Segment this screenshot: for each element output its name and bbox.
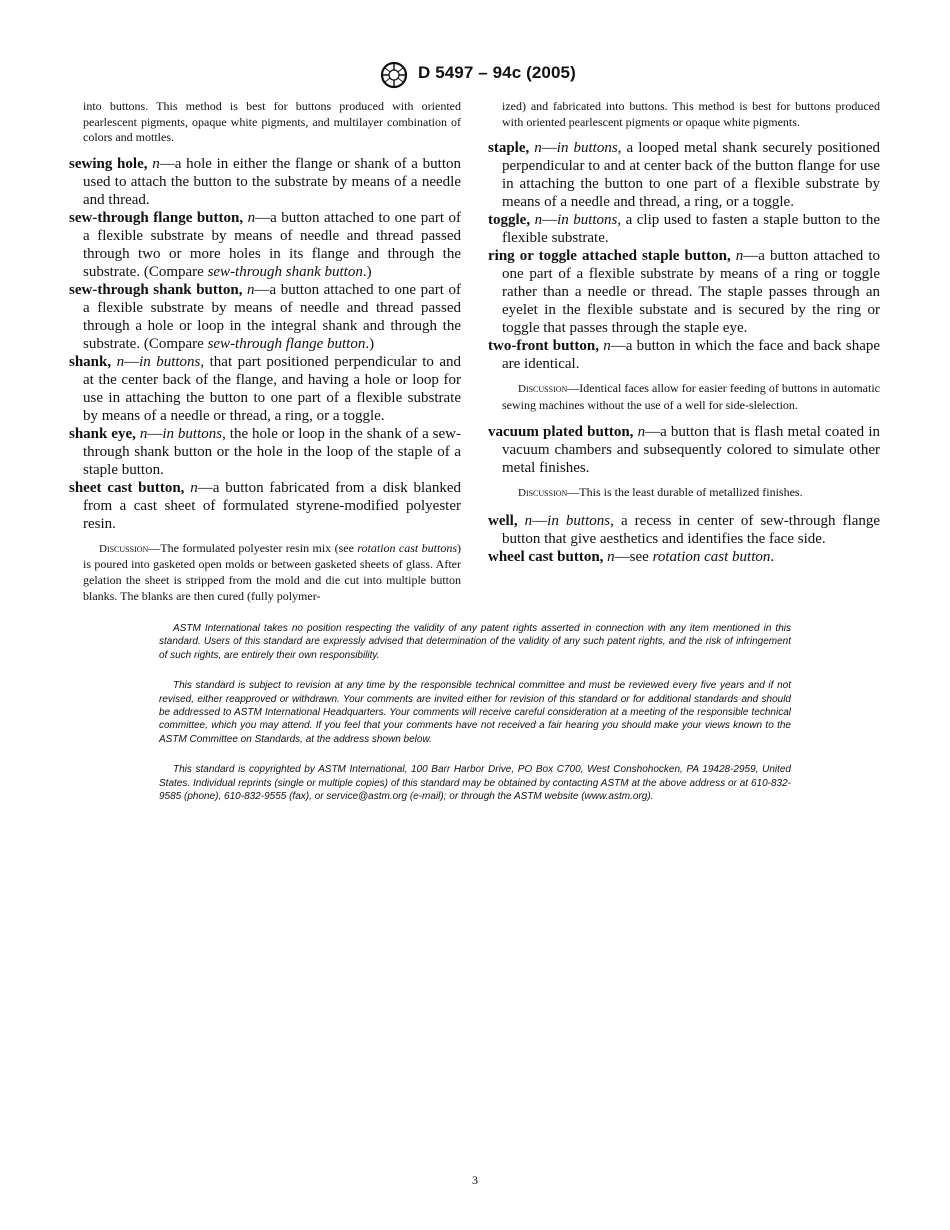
definition-sewing-hole: sewing hole, n—a hole in either the flange or shank of a button used to attach the button to the substrate by means of a needle and thread. (69, 155, 462, 208)
right-column (488, 99, 880, 566)
astm-logo (376, 60, 412, 90)
revision-notice: This standard is subject to revision at any time by the responsible technical committee and must be reviewed every five years and if not revised, either reapproved or withdrawn. Your comments are invited either for revision of this standard or for additional standards and should be addressed to ASTM International Headquarters. Your comments will receive careful consideration at a meeting of the responsible technical committee, which you may attend. If you feel that your comments have not received a fair hearing you should make your views known to the ASTM Committee on Standards, at the address shown below. (159, 680, 791, 745)
definition-sew-through-flange-button: sew-through flange button, n—a button attached to one part of a flexible substrate by means of needle and thread passed through two or more holes in its flange and through the substrate. (Compare sew-through shank button.) (69, 209, 461, 280)
definition-shank-eye: shank eye, n—in buttons, the hole or loop in the shank of a sew-through shank button or the hole in the loop of the staple of a staple button. (69, 425, 461, 478)
definition-vacuum-plated-button: vacuum plated button, n—a button that is flash metal coated in vacuum chambers and subsequently colored to simulate other metal finishes. (488, 424, 881, 477)
page-header (0, 60, 950, 90)
definition-sheet-cast-button: sheet cast button, n—a button fabricated from a disk blanked from a cast sheet of formulated styrene-modified polyester resin. (69, 479, 462, 532)
definition-ring-or-toggle-attached-staple-button: ring or toggle attached staple button, n—a button attached to one part of a flexible substrate by means of a ring or toggle rather than a needle or thread. The staple passes through an eyelet in the flexible substate and is secured by the ring or toggle that passes through the staple eye. (488, 248, 880, 337)
definition-two-front-button: two-front button, n—a button in which the face and back shape are identical. (488, 338, 881, 373)
discussion-two-front: Discussion—Identical faces allow for easier feeding of buttons in automatic sewing machines without the use of a well for side-slelection. (502, 381, 880, 412)
document-designation: D 5497 – 94c (2005) (418, 63, 576, 82)
definition-shank: shank, n—in buttons, that part positioned perpendicular to and at the center back of the flange, and having a hole or loop for use in attaching the button to one part of a flexible substrate by means of a needle or thread, a ring, or a toggle. (69, 353, 462, 424)
legal-notices (159, 622, 791, 820)
patent-notice: ASTM International takes no position respecting the validity of any patent rights asserted in connection with any item mentioned in this standard. Users of this standard are expressly advised that determination of the validity of any such patent rights, and the risk of infringement of such rights, are entirely their own responsibility. (159, 623, 791, 661)
continuation-text: ized) and fabricated into buttons. This method is best for buttons produced with oriented pearlescent pigments or opaque white pigments. (502, 99, 880, 129)
discussion-vacuum-plated: Discussion—This is the least durable of metallized finishes. (518, 485, 803, 500)
definition-staple: staple, n—in buttons, a looped metal shank securely positioned perpendicular to and at center back of the button flange for use in attaching the button to one part of a flexible substrate by means of a needle and thread, a ring, or a toggle. (488, 140, 880, 211)
definition-toggle: toggle, n—in buttons, a clip used to fasten a staple button to the flexible substrate. (488, 212, 881, 247)
page-number: 3 (472, 1173, 478, 1187)
discussion-sheet-cast: Discussion—The formulated polyester resin mix (see rotation cast buttons) is poured into gasketed open molds or between gasketed sheets of glass. After gelation the sheet is stripped from the mold and die cut into multiple button blanks. The blanks are then cured (fully polymer- (83, 540, 461, 603)
copyright-notice: This standard is copyrighted by ASTM International, 100 Barr Harbor Drive, PO Box C700, West Conshohocken, PA 19428-2959, United States. Individual reprints (single or multiple copies) of this standard may be obtained by contacting ASTM at the above address or at 610-832-9585 (phone), 610-832-9555 (fax), or service@astm.org (e-mail); or through the ASTM website (www.astm.org). (159, 764, 791, 803)
continuation-text: into buttons. This method is best for buttons produced with oriented pearlescent pigments, opaque white pigments, and multilayer combination of colors and mottles. (83, 99, 461, 145)
definition-wheel-cast-button: wheel cast button, n—see rotation cast button. (488, 548, 775, 565)
definition-well: well, n—in buttons, a recess in center of sew-through flange button that give aesthetics and identifies the face side. (488, 512, 881, 547)
left-column (69, 99, 461, 614)
definition-sew-through-shank-button: sew-through shank button, n—a button attached to one part of a flexible substrate by means of needle and thread passed through a hole or loop in the integral shank and through the substrate. (Compare sew-through flange button.) (69, 281, 461, 352)
